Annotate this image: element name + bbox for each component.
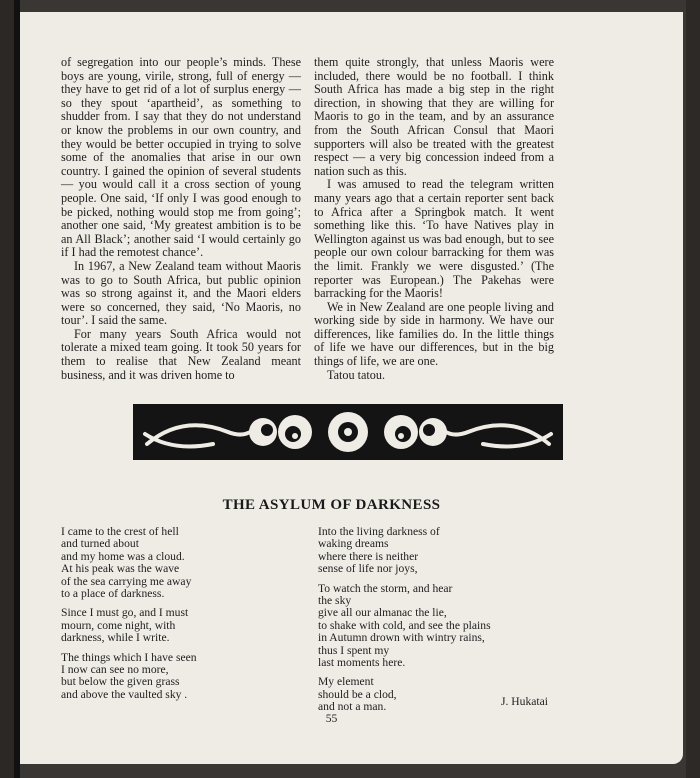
poem-line: Since I must go, and I must xyxy=(61,606,189,620)
poem-stanza xyxy=(318,676,618,713)
poem-line: to shake with cold, and see the plains xyxy=(318,618,491,632)
book-page xyxy=(20,12,683,764)
page-number: 55 xyxy=(325,712,338,725)
poem-line: where there is neither xyxy=(318,549,419,563)
poem-line: My element xyxy=(318,675,374,689)
poem-line: last moments here. xyxy=(318,656,406,670)
poem-line: Into the living darkness of xyxy=(318,525,440,538)
poem-line: sense of life nor joys, xyxy=(318,562,418,576)
poem-stanza xyxy=(318,526,618,576)
poem-stanza xyxy=(318,583,618,670)
poem-line: of the sea carrying me away xyxy=(61,574,192,588)
article-paragraph: of segregation into our people’s minds. These boys are young, virile, strong, full of energy — they have to get rid of a lot of surplus energy — so they spout ‘apartheid’, as something to shudder from. I say that they do not understand or know the problems in our own country, and they would be better occupied in trying to solve some of the anomalies that arise in our own country. I gained the opinion of several students — you would call it a cross section of young people. One said, ‘If only I was good enough to be picked, nothing would stop me from going’; another one said, ‘My greatest ambition is to be an All Black’; another said ‘I would certainly go if I had the remotest chance’. xyxy=(61,55,301,260)
poem-line: thus I spent my xyxy=(318,643,390,657)
article-column-right xyxy=(314,56,554,382)
poem-line: and turned about xyxy=(61,537,139,551)
poem-line: mourn, come night, with xyxy=(61,618,176,632)
poem-line: in Autumn drown with wintry rains, xyxy=(318,631,485,645)
poem-stanza xyxy=(61,607,301,644)
poem-stanza xyxy=(61,652,301,702)
article-column-left xyxy=(61,56,301,382)
scan-background-right xyxy=(686,0,700,778)
poem-line: give all our almanac the lie, xyxy=(318,606,447,620)
article-paragraph: We in New Zealand are one people living and working side by side in harmony. We have our differences, like families do. In the little things of life we have our differences, but in the big things of life, we are one. xyxy=(314,299,554,369)
article-paragraph: Tatou tatou. xyxy=(327,367,386,382)
poem-line: to a place of darkness. xyxy=(61,587,165,601)
poem-line: At his peak was the wave xyxy=(61,562,180,576)
article-paragraph: For many years South Africa would not tolerate a mixed team going. It took 50 years for them to realise that New Zealand meant business, and it was driven home to xyxy=(61,326,301,382)
poem-line: but below the given grass xyxy=(61,675,180,689)
poem-line: waking dreams xyxy=(318,537,389,551)
poem-line: the sky xyxy=(318,594,352,608)
poem-line: To watch the storm, and hear xyxy=(318,581,453,595)
poem-line: The things which I have seen xyxy=(61,650,197,664)
article-paragraph: them quite strongly, that unless Maoris were included, there would be no football. I think South Africa has made a big step in the right direction, in showing that they are willing for Maoris to go in the team, and by an assurance from the South African Consul that Maori supporters will also be treated with the greatest respect — a very big concession indeed from a nation such as this. xyxy=(314,55,554,178)
poem-column-left xyxy=(61,526,301,708)
poem-column-right xyxy=(318,526,618,721)
article-paragraph: In 1967, a New Zealand team without Maoris was to go to South Africa, but public opinion was so strong against it, and the Maori elders were so concerned, they said, ‘No Maoris, no tour’. I said the same. xyxy=(61,258,301,328)
poem-line: I came to the crest of hell xyxy=(61,525,179,538)
poem-line: should be a clod, xyxy=(318,687,397,701)
maori-kowhaiwhai-ornament-icon xyxy=(133,404,563,460)
poem-stanza xyxy=(61,526,301,600)
article-paragraph: I was amused to read the telegram written many years ago that a certain reporter sent back to Africa after a Springbok match. It went something like this. ‘To have Natives play in Wellington against us was bad enough, but to see people our own colour barracking for them was the limit. Frankly we were disgusted.’ (The reporter was European.) The Pakehas were barracking for the Maoris! xyxy=(314,177,554,301)
poem-title: THE ASYLUM OF DARKNESS xyxy=(222,497,441,513)
poem-line: and not a man. xyxy=(318,700,387,714)
poem-line: darkness, while I write. xyxy=(61,631,170,645)
poem-line: I now can see no more, xyxy=(61,663,169,677)
poem-line: and my home was a cloud. xyxy=(61,549,185,563)
poem-line: and above the vaulted sky . xyxy=(61,687,188,701)
poem-author: J. Hukatai xyxy=(501,695,549,708)
